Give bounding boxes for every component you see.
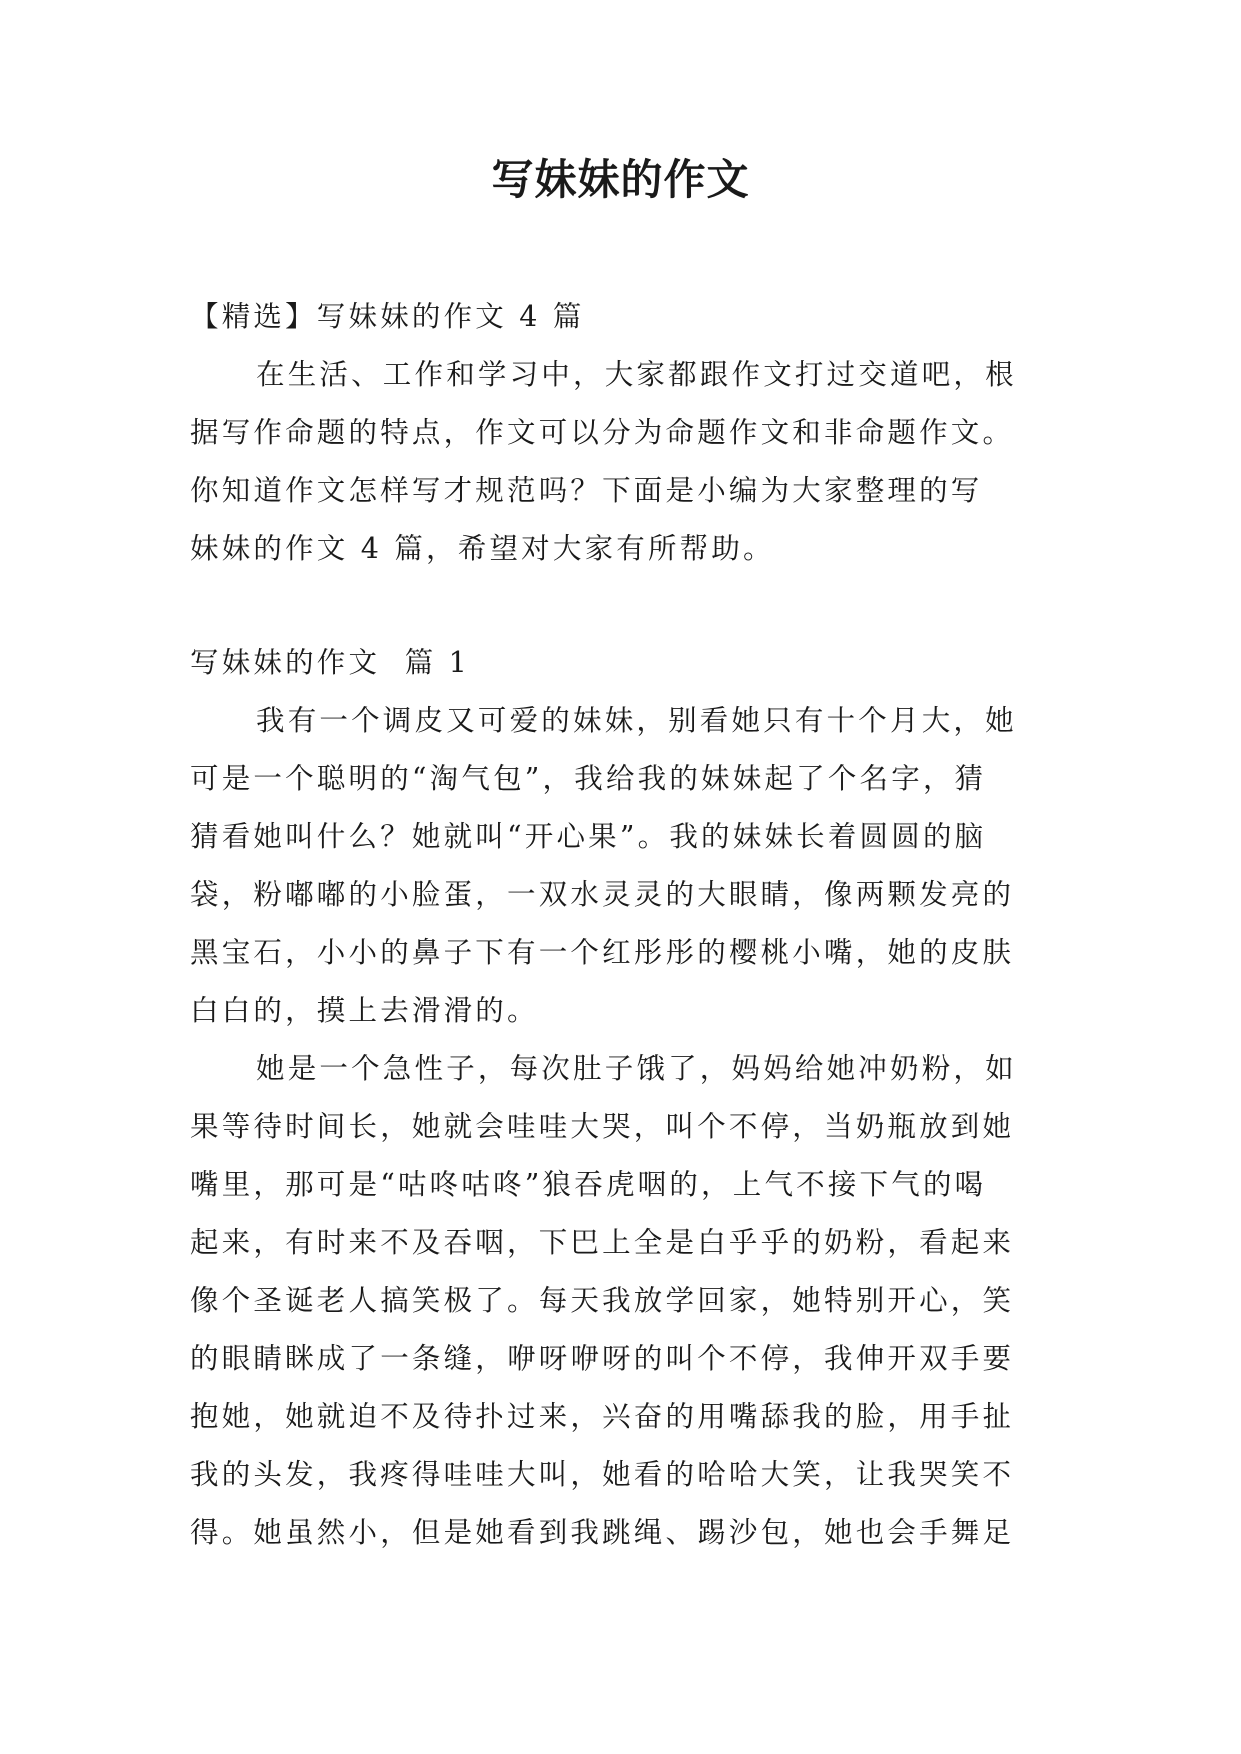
text-line: 黑宝石，小小的鼻子下有一个红彤彤的樱桃小嘴，她的皮肤	[190, 936, 1015, 969]
text-line: 的眼睛眯成了一条缝，咿呀咿呀的叫个不停，我伸开双手要	[190, 1342, 1015, 1375]
body-paragraph-1	[190, 692, 1060, 1040]
text-line: 妹妹的作文 4 篇，希望对大家有所帮助。	[190, 532, 775, 565]
text-line: 起来，有时来不及吞咽，下巴上全是白乎乎的奶粉，看起来	[190, 1226, 1015, 1259]
text-line: 像个圣诞老人搞笑极了。每天我放学回家，她特别开心，笑	[190, 1284, 1015, 1317]
document-title: 写妹妹的作文	[491, 155, 750, 204]
text-line: 果等待时间长，她就会哇哇大哭，叫个不停，当奶瓶放到她	[190, 1110, 1015, 1143]
intro-paragraph	[190, 346, 1060, 578]
text-line: 抱她，她就迫不及待扑过来，兴奋的用嘴舔我的脸，用手扯	[190, 1400, 1015, 1433]
text-line: 嘴里，那可是“咕咚咕咚”狼吞虎咽的，上气不接下气的喝	[190, 1168, 987, 1201]
text-line: 猜看她叫什么？她就叫“开心果”。我的妹妹长着圆圆的脑	[190, 820, 987, 853]
section-heading: 写妹妹的作文 篇 1	[190, 646, 471, 679]
document-body	[190, 288, 1060, 1562]
text-line: 袋，粉嘟嘟的小脸蛋，一双水灵灵的大眼睛，像两颗发亮的	[190, 878, 1015, 911]
body-paragraph-2	[190, 1040, 1060, 1562]
text-line: 我的头发，我疼得哇哇大叫，她看的哈哈大笑，让我哭笑不	[190, 1458, 1015, 1491]
text-line: 你知道作文怎样写才规范吗？下面是小编为大家整理的写	[190, 474, 983, 507]
text-line: 她是一个急性子，每次肚子饿了，妈妈给她冲奶粉，如	[256, 1052, 1017, 1085]
subtitle: 【精选】写妹妹的作文 4 篇	[190, 300, 585, 333]
text-line: 我有一个调皮又可爱的妹妹，别看她只有十个月大，她	[256, 704, 1017, 737]
text-line: 得。她虽然小，但是她看到我跳绳、踢沙包，她也会手舞足	[190, 1516, 1015, 1549]
text-line: 据写作命题的特点，作文可以分为命题作文和非命题作文。	[190, 416, 1015, 449]
text-line: 白白的，摸上去滑滑的。	[190, 994, 539, 1027]
text-line: 在生活、工作和学习中，大家都跟作文打过交道吧，根	[256, 358, 1017, 391]
text-line: 可是一个聪明的“淘气包”，我给我的妹妹起了个名字，猜	[190, 762, 987, 795]
